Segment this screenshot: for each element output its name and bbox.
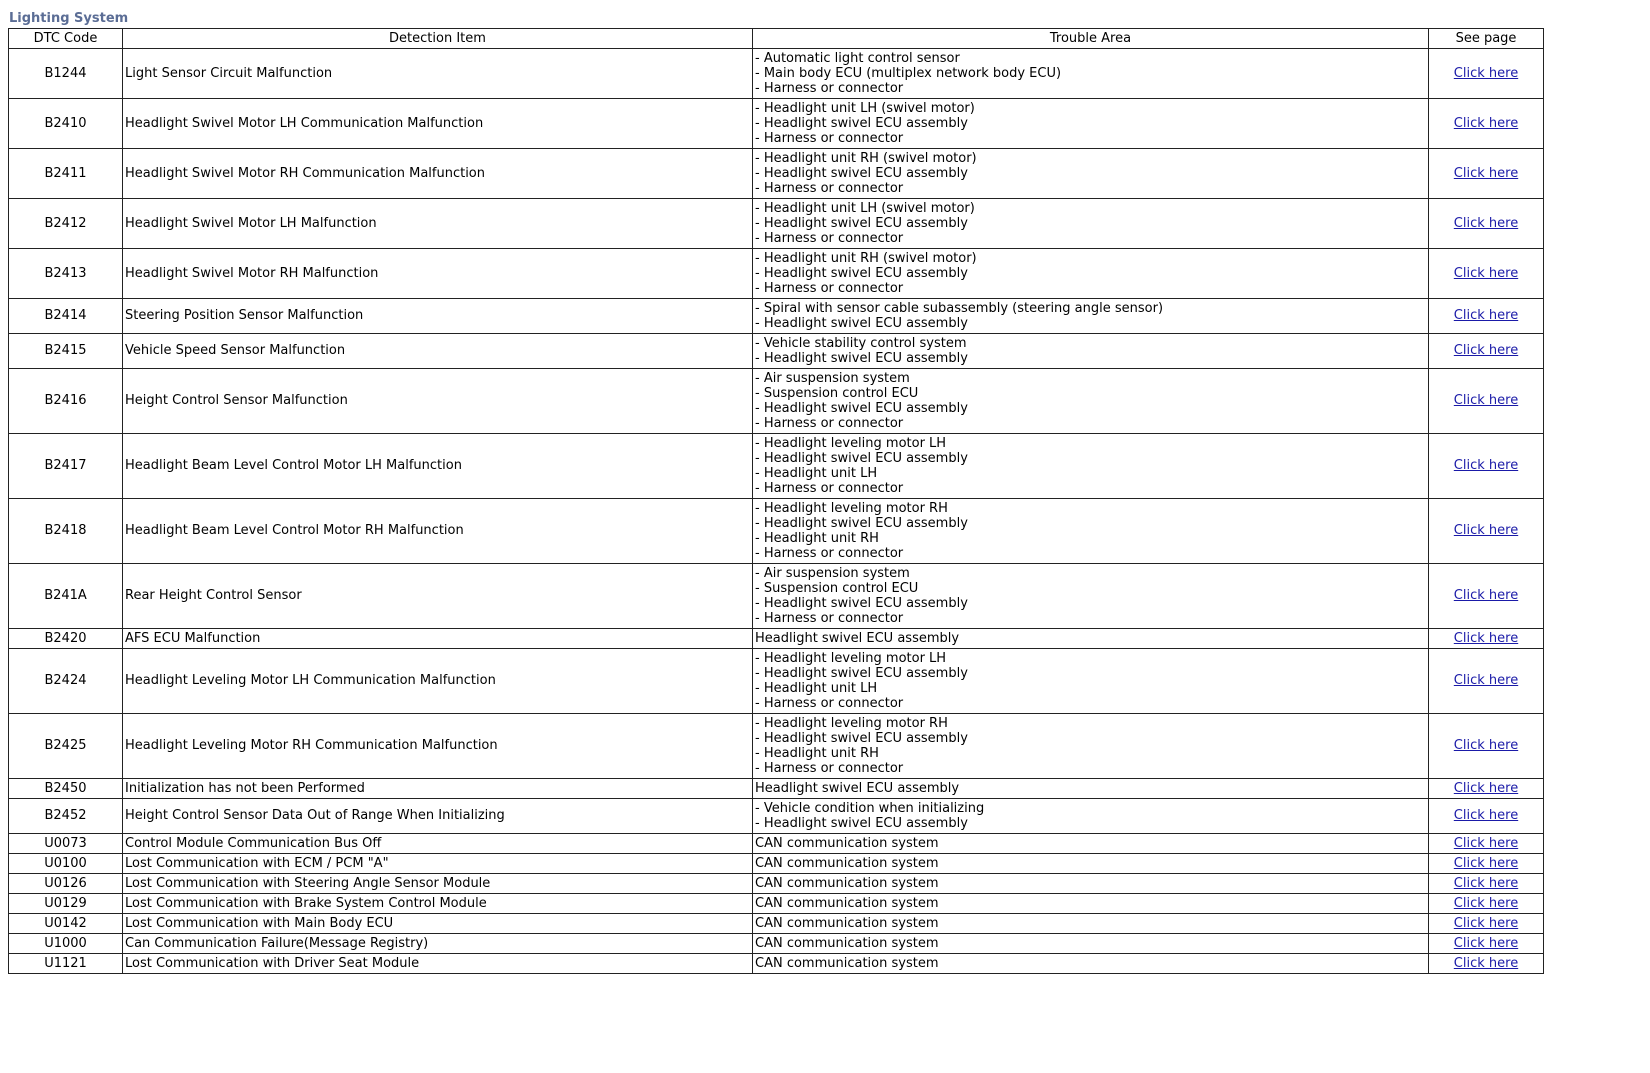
see-page-cell — [1429, 434, 1544, 499]
dtc-code-cell: B2410 — [9, 99, 123, 149]
dtc-code-cell: B2418 — [9, 499, 123, 564]
dtc-code-cell: B2450 — [9, 779, 123, 799]
see-page-cell — [1429, 629, 1544, 649]
table-row — [9, 564, 1544, 629]
trouble-area-cell — [753, 49, 1429, 99]
trouble-area-line: CAN communication system — [755, 935, 939, 951]
table-row — [9, 799, 1544, 834]
trouble-area-line: - Headlight unit LH (swivel motor) — [755, 100, 975, 116]
trouble-area-cell — [753, 954, 1429, 974]
trouble-area-line: - Harness or connector — [755, 696, 904, 712]
click-here-link[interactable]: Click here — [1453, 935, 1519, 951]
table-row — [9, 779, 1544, 799]
trouble-area-cell — [753, 779, 1429, 799]
see-page-cell — [1429, 499, 1544, 564]
trouble-area-line: - Headlight unit LH (swivel motor) — [755, 200, 975, 216]
detection-item-cell: Steering Position Sensor Malfunction — [123, 299, 753, 334]
detection-item-cell: Headlight Swivel Motor LH Communication Malfunction — [123, 99, 753, 149]
trouble-area-line: CAN communication system — [755, 895, 939, 911]
section-title: Lighting System — [9, 11, 129, 26]
trouble-area-line: - Harness or connector — [755, 546, 904, 562]
dtc-code-cell: B2417 — [9, 434, 123, 499]
click-here-link[interactable]: Click here — [1453, 165, 1519, 181]
table-row — [9, 894, 1544, 914]
trouble-area-line: - Harness or connector — [755, 131, 904, 147]
trouble-area-cell — [753, 649, 1429, 714]
detection-item-cell: Light Sensor Circuit Malfunction — [123, 49, 753, 99]
click-here-link[interactable]: Click here — [1453, 955, 1519, 971]
table-header — [9, 29, 1544, 49]
trouble-area-line: - Harness or connector — [755, 416, 904, 432]
dtc-code-cell: B2425 — [9, 714, 123, 779]
trouble-area-line: - Automatic light control sensor — [755, 50, 960, 66]
trouble-area-line: - Harness or connector — [755, 481, 904, 497]
trouble-area-line: - Headlight swivel ECU assembly — [755, 665, 968, 681]
table-row — [9, 299, 1544, 334]
trouble-area-line: CAN communication system — [755, 955, 939, 971]
table-row — [9, 434, 1544, 499]
dtc-code-cell: B2416 — [9, 369, 123, 434]
table-row — [9, 914, 1544, 934]
detection-item-cell: Vehicle Speed Sensor Malfunction — [123, 334, 753, 369]
trouble-area-cell — [753, 564, 1429, 629]
trouble-area-cell — [753, 914, 1429, 934]
dtc-code-cell: B2424 — [9, 649, 123, 714]
trouble-area-line: - Main body ECU (multiplex network body ECU) — [755, 65, 1062, 81]
trouble-area-line: - Suspension control ECU — [755, 385, 919, 401]
trouble-area-cell — [753, 834, 1429, 854]
click-here-link[interactable]: Click here — [1453, 738, 1519, 754]
trouble-area-line: - Air suspension system — [755, 565, 910, 581]
detection-item-cell: Control Module Communication Bus Off — [123, 834, 753, 854]
dtc-code-cell: U0142 — [9, 914, 123, 934]
trouble-area-line: - Headlight leveling motor RH — [755, 500, 948, 516]
see-page-cell — [1429, 249, 1544, 299]
trouble-area-line: - Air suspension system — [755, 370, 910, 386]
detection-item-cell: Headlight Swivel Motor LH Malfunction — [123, 199, 753, 249]
see-page-cell — [1429, 334, 1544, 369]
trouble-area-cell — [753, 894, 1429, 914]
see-page-cell — [1429, 99, 1544, 149]
dtc-code-cell: U0100 — [9, 854, 123, 874]
trouble-area-line: - Headlight swivel ECU assembly — [755, 596, 968, 611]
click-here-link[interactable]: Click here — [1453, 835, 1519, 851]
see-page-cell — [1429, 914, 1544, 934]
dtc-code-cell: B2415 — [9, 334, 123, 369]
header-row — [9, 29, 1544, 49]
dtc-code-cell: U0126 — [9, 874, 123, 894]
table-row — [9, 499, 1544, 564]
detection-item-cell: Lost Communication with Main Body ECU — [123, 914, 753, 934]
trouble-area-cell — [753, 149, 1429, 199]
click-here-link[interactable]: Click here — [1453, 808, 1519, 824]
click-here-link[interactable]: Click here — [1453, 855, 1519, 871]
see-page-cell — [1429, 954, 1544, 974]
table-row — [9, 369, 1544, 434]
trouble-area-cell — [753, 199, 1429, 249]
click-here-link[interactable]: Click here — [1453, 673, 1519, 689]
trouble-area-line: - Headlight swivel ECU assembly — [755, 816, 968, 831]
trouble-area-line: - Headlight unit LH — [755, 466, 878, 481]
click-here-link[interactable]: Click here — [1453, 65, 1519, 81]
detection-item-cell: AFS ECU Malfunction — [123, 629, 753, 649]
trouble-area-cell — [753, 334, 1429, 369]
detection-item-cell: Headlight Leveling Motor RH Communication Malfunction — [123, 714, 753, 779]
dtc-code-cell: B2420 — [9, 629, 123, 649]
see-page-cell — [1429, 369, 1544, 434]
trouble-area-line: - Headlight unit RH (swivel motor) — [755, 150, 977, 166]
trouble-area-cell — [753, 299, 1429, 334]
dtc-code-cell: U1121 — [9, 954, 123, 974]
click-here-link[interactable]: Click here — [1453, 895, 1519, 911]
see-page-cell — [1429, 199, 1544, 249]
see-page-cell — [1429, 299, 1544, 334]
detection-item-cell: Headlight Leveling Motor LH Communication Malfunction — [123, 649, 753, 714]
dtc-code-cell: B2452 — [9, 799, 123, 834]
trouble-area-line: - Headlight swivel ECU assembly — [755, 115, 968, 131]
trouble-area-line: - Headlight swivel ECU assembly — [755, 515, 968, 531]
header-trouble-area: Trouble Area — [753, 29, 1429, 49]
trouble-area-line: - Headlight swivel ECU assembly — [755, 450, 968, 466]
table-row — [9, 49, 1544, 99]
trouble-area-line: - Harness or connector — [755, 611, 904, 627]
click-here-link[interactable]: Click here — [1453, 115, 1519, 131]
click-here-link[interactable]: Click here — [1453, 265, 1519, 281]
click-here-link[interactable]: Click here — [1453, 215, 1519, 231]
see-page-cell — [1429, 149, 1544, 199]
dtc-code-cell: B241A — [9, 564, 123, 629]
trouble-area-line: - Headlight leveling motor RH — [755, 715, 948, 731]
table-row — [9, 874, 1544, 894]
click-here-link[interactable]: Click here — [1453, 308, 1519, 324]
detection-item-cell: Headlight Swivel Motor RH Malfunction — [123, 249, 753, 299]
detection-item-cell: Height Control Sensor Malfunction — [123, 369, 753, 434]
trouble-area-line: - Vehicle condition when initializing — [755, 800, 985, 816]
see-page-cell — [1429, 49, 1544, 99]
table-row — [9, 629, 1544, 649]
trouble-area-line: - Headlight swivel ECU assembly — [755, 265, 968, 281]
trouble-area-line: CAN communication system — [755, 855, 939, 871]
trouble-area-line: Headlight swivel ECU assembly — [755, 780, 960, 796]
click-here-link[interactable]: Click here — [1453, 875, 1519, 891]
detection-item-cell: Lost Communication with Brake System Control Module — [123, 894, 753, 914]
see-page-cell — [1429, 854, 1544, 874]
dtc-code-cell: U1000 — [9, 934, 123, 954]
trouble-area-line: - Headlight swivel ECU assembly — [755, 316, 968, 331]
detection-item-cell: Headlight Beam Level Control Motor RH Malfunction — [123, 499, 753, 564]
see-page-cell — [1429, 799, 1544, 834]
trouble-area-line: - Harness or connector — [755, 281, 904, 297]
click-here-link[interactable]: Click here — [1453, 780, 1519, 796]
trouble-area-line: - Harness or connector — [755, 231, 904, 247]
trouble-area-cell — [753, 249, 1429, 299]
trouble-area-line: CAN communication system — [755, 875, 939, 891]
trouble-area-line: - Headlight swivel ECU assembly — [755, 401, 968, 416]
click-here-link[interactable]: Click here — [1453, 915, 1519, 931]
table-row — [9, 834, 1544, 854]
detection-item-cell: Initialization has not been Performed — [123, 779, 753, 799]
detection-item-cell: Lost Communication with Steering Angle Sensor Module — [123, 874, 753, 894]
trouble-area-line: - Headlight unit LH — [755, 681, 878, 696]
trouble-area-line: - Spiral with sensor cable subassembly (steering angle sensor) — [755, 300, 1164, 316]
detection-item-cell: Lost Communication with ECM / PCM "A" — [123, 854, 753, 874]
dtc-code-cell: B2412 — [9, 199, 123, 249]
trouble-area-cell — [753, 99, 1429, 149]
table-row — [9, 714, 1544, 779]
trouble-area-line: - Headlight swivel ECU assembly — [755, 730, 968, 746]
see-page-cell — [1429, 779, 1544, 799]
click-here-link[interactable]: Click here — [1453, 393, 1519, 409]
trouble-area-cell — [753, 934, 1429, 954]
trouble-area-cell — [753, 874, 1429, 894]
trouble-area-line: - Headlight leveling motor LH — [755, 650, 947, 666]
see-page-cell — [1429, 714, 1544, 779]
table-row — [9, 334, 1544, 369]
click-here-link[interactable]: Click here — [1453, 588, 1519, 604]
trouble-area-cell — [753, 629, 1429, 649]
dtc-code-cell: B2414 — [9, 299, 123, 334]
click-here-link[interactable]: Click here — [1453, 523, 1519, 539]
trouble-area-line: - Harness or connector — [755, 761, 904, 777]
trouble-area-line: CAN communication system — [755, 915, 939, 931]
table-body — [9, 49, 1544, 974]
trouble-area-line: - Headlight swivel ECU assembly — [755, 215, 968, 231]
header-see-page: See page — [1429, 29, 1544, 49]
table-row — [9, 954, 1544, 974]
detection-item-cell: Lost Communication with Driver Seat Module — [123, 954, 753, 974]
table-row — [9, 934, 1544, 954]
see-page-cell — [1429, 834, 1544, 854]
trouble-area-line: - Headlight unit RH — [755, 746, 879, 761]
page — [8, 11, 1543, 974]
trouble-area-cell — [753, 854, 1429, 874]
see-page-cell — [1429, 649, 1544, 714]
detection-item-cell: Headlight Swivel Motor RH Communication Malfunction — [123, 149, 753, 199]
detection-item-cell: Can Communication Failure(Message Registry) — [123, 934, 753, 954]
dtc-code-cell: B1244 — [9, 49, 123, 99]
dtc-code-cell: B2411 — [9, 149, 123, 199]
click-here-link[interactable]: Click here — [1453, 343, 1519, 359]
trouble-area-cell — [753, 369, 1429, 434]
trouble-area-line: - Headlight leveling motor LH — [755, 435, 947, 451]
click-here-link[interactable]: Click here — [1453, 458, 1519, 474]
trouble-area-line: - Headlight unit RH (swivel motor) — [755, 250, 977, 266]
header-dtc-code: DTC Code — [9, 29, 123, 49]
trouble-area-line: - Harness or connector — [755, 81, 904, 97]
trouble-area-line: - Headlight swivel ECU assembly — [755, 351, 968, 366]
see-page-cell — [1429, 894, 1544, 914]
trouble-area-cell — [753, 499, 1429, 564]
dtc-code-cell: U0073 — [9, 834, 123, 854]
trouble-area-cell — [753, 799, 1429, 834]
trouble-area-line: - Harness or connector — [755, 181, 904, 197]
trouble-area-line: CAN communication system — [755, 835, 939, 851]
click-here-link[interactable]: Click here — [1453, 630, 1519, 646]
detection-item-cell: Rear Height Control Sensor — [123, 564, 753, 629]
trouble-area-line: - Headlight unit RH — [755, 531, 879, 546]
trouble-area-line: - Vehicle stability control system — [755, 335, 967, 351]
trouble-area-cell — [753, 434, 1429, 499]
table-row — [9, 854, 1544, 874]
detection-item-cell: Height Control Sensor Data Out of Range When Initializing — [123, 799, 753, 834]
see-page-cell — [1429, 934, 1544, 954]
see-page-cell — [1429, 564, 1544, 629]
table-row — [9, 649, 1544, 714]
dtc-code-cell: U0129 — [9, 894, 123, 914]
table-row — [9, 149, 1544, 199]
detection-item-cell: Headlight Beam Level Control Motor LH Malfunction — [123, 434, 753, 499]
dtc-code-cell: B2413 — [9, 249, 123, 299]
trouble-area-cell — [753, 714, 1429, 779]
see-page-cell — [1429, 874, 1544, 894]
header-detection-item: Detection Item — [123, 29, 753, 49]
trouble-area-line: Headlight swivel ECU assembly — [755, 630, 960, 646]
table-row — [9, 249, 1544, 299]
table-row — [9, 99, 1544, 149]
trouble-area-line: - Suspension control ECU — [755, 580, 919, 596]
dtc-table — [8, 28, 1544, 974]
table-row — [9, 199, 1544, 249]
trouble-area-line: - Headlight swivel ECU assembly — [755, 165, 968, 181]
